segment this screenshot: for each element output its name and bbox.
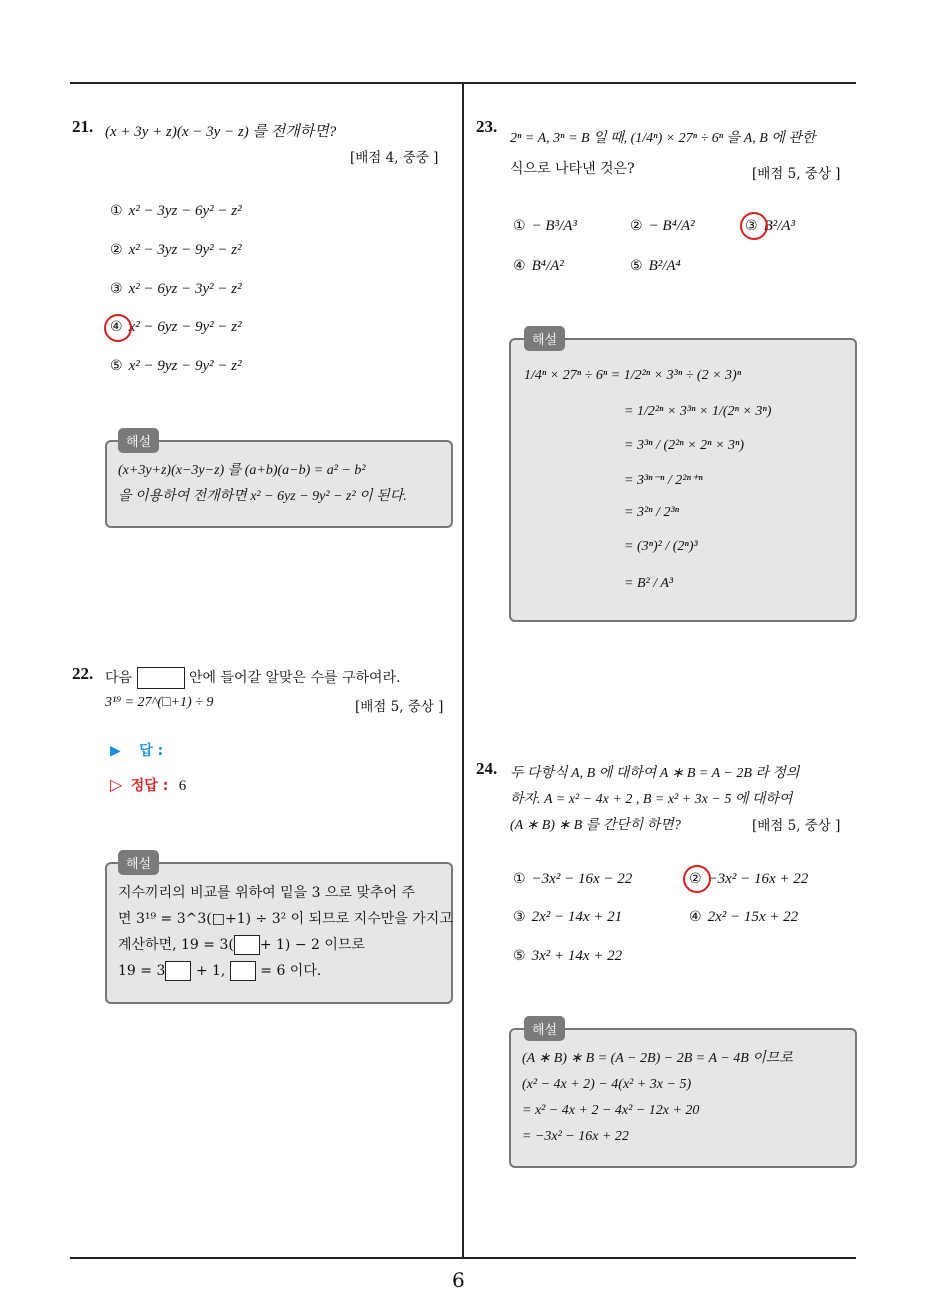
choice-number: ④ (513, 258, 526, 274)
question-text (105, 667, 401, 689)
choice-2[interactable] (630, 218, 695, 235)
triangle-outline-icon: ▷ (110, 775, 123, 794)
explanation-line-1: 지수끼리의 비교를 위하여 밑을 3 으로 맞추어 주 (118, 885, 416, 901)
explanation-text: 19 = 3 (118, 963, 166, 979)
explanation-line-1: (A ∗ B) ∗ B = (A − 2B) − 2B = A − 4B 이므로 (522, 1051, 793, 1066)
explanation-tag: 해설 (524, 1016, 565, 1041)
choice-text: B⁴/A² (531, 258, 564, 274)
play-icon: ▶ (110, 743, 121, 759)
choice-number: ② (689, 871, 702, 887)
choice-text: 2x² − 15x + 22 (707, 909, 799, 925)
choice-number: ① (513, 218, 526, 234)
question-text-line-1: 2ⁿ = A, 3ⁿ = B 일 때, (1/4ⁿ) × 27ⁿ ÷ 6ⁿ 을 A, B 에 관한 (510, 131, 816, 146)
choice-text: B²/A⁴ (648, 258, 681, 274)
question-number: 21. (72, 117, 94, 136)
explanation-text: = 6 이다. (260, 963, 322, 979)
choice-text: 3x² + 14x + 22 (531, 948, 623, 964)
points-label: [배점 4, 중중 ] (350, 150, 439, 166)
choice-text: x² − 3yz − 9y² − z² (128, 242, 242, 258)
explanation-line-3: = 3³ⁿ / (2²ⁿ × 2ⁿ × 3ⁿ) (624, 438, 745, 453)
explanation-line-2: 을 이용하여 전개하면 x² − 6yz − 9y² − z² 이 된다. (118, 489, 407, 504)
points-label: [배점 5, 중상 ] (752, 166, 841, 182)
question-equation: 3¹⁹ = 27^(□+1) ÷ 9 (105, 695, 214, 710)
question-text-line-1: 두 다항식 A, B 에 대하여 A ∗ B = A − 2B 라 정의 (510, 766, 800, 781)
correct-label: 정답 : (130, 778, 169, 794)
choice-text: x² − 9yz − 9y² − z² (128, 358, 242, 374)
column-divider (462, 82, 464, 1258)
answer-mark-circle (104, 314, 132, 342)
choice-5[interactable] (513, 948, 622, 965)
explanation-tag: 해설 (118, 850, 159, 875)
explanation-tag: 해설 (524, 326, 565, 351)
blank-box (230, 961, 256, 981)
explanation-line-2: 면 3¹⁹ = 3^3(□+1) ÷ 3² 이 되므로 지수만을 가지고 (118, 911, 453, 927)
answer-label: 답 : (139, 743, 164, 759)
explanation-line-3: = x² − 4x + 2 − 4x² − 12x + 20 (522, 1103, 700, 1118)
explanation-line-1: 1/4ⁿ × 27ⁿ ÷ 6ⁿ = 1/2²ⁿ × 3³ⁿ ÷ (2 × 3)ⁿ (524, 368, 742, 383)
choice-text: x² − 3yz − 6y² − z² (128, 203, 242, 219)
explanation-line-4: = 3³ⁿ⁻ⁿ / 2²ⁿ⁺ⁿ (624, 473, 703, 488)
question-text-post: 안에 들어갈 알맞은 수를 구하여라. (188, 670, 401, 686)
choice-text: x² − 6yz − 9y² − z² (128, 319, 242, 335)
correct-value: 6 (178, 778, 187, 794)
choice-text: B²/A³ (763, 218, 796, 234)
choice-number: ② (110, 242, 123, 258)
choice-5[interactable] (630, 258, 681, 275)
explanation-line-2: = 1/2²ⁿ × 3³ⁿ × 1/(2ⁿ × 3ⁿ) (624, 404, 772, 419)
choice-number: ⑤ (630, 258, 643, 274)
explanation-line-7: = B² / A³ (624, 576, 674, 591)
points-label: [배점 5, 중상 ] (355, 699, 444, 715)
choice-number: ① (513, 871, 526, 887)
choice-number: ③ (745, 218, 758, 234)
choice-text: − B⁴/A² (648, 218, 695, 234)
choice-number: ④ (689, 909, 702, 925)
choice-4[interactable] (689, 909, 798, 926)
question-number: 22. (72, 664, 94, 683)
choice-number: ① (110, 203, 123, 219)
choice-5[interactable] (110, 358, 242, 375)
explanation-line-4: = −3x² − 16x + 22 (522, 1129, 629, 1144)
blank-box (165, 961, 191, 981)
explanation-line-6: = (3ⁿ)² / (2ⁿ)³ (624, 539, 698, 554)
page-number: 6 (452, 1268, 465, 1292)
choice-text: 2x² − 14x + 21 (531, 909, 623, 925)
question-number: 24. (476, 759, 498, 778)
choice-number: ⑤ (513, 948, 526, 964)
correct-answer-row (110, 775, 186, 795)
answer-row[interactable] (110, 740, 163, 760)
question-text-pre: 다음 (105, 670, 133, 686)
question-text: (x + 3y + z)(x − 3y − z) 를 전개하면? (105, 124, 337, 140)
explanation-text: + 1) − 2 이므로 (259, 937, 365, 953)
explanation-line-3 (118, 932, 365, 958)
blank-box (234, 935, 260, 955)
question-text-line-3: (A ∗ B) ∗ B 를 간단히 하면? (510, 818, 681, 833)
choice-number: ⑤ (110, 358, 123, 374)
choice-number: ④ (110, 319, 123, 335)
explanation-text: + 1, (195, 963, 226, 979)
choice-number: ③ (513, 909, 526, 925)
choice-3[interactable] (513, 909, 622, 926)
choice-4[interactable] (513, 258, 564, 275)
blank-box (137, 667, 185, 689)
explanation-line-1: (x+3y+z)(x−3y−z) 를 (a+b)(a−b) = a² − b² (118, 463, 366, 478)
choice-1[interactable] (513, 871, 632, 888)
points-label: [배점 5, 중상 ] (752, 818, 841, 834)
choice-text: −3x² − 16x − 22 (531, 871, 633, 887)
choice-text: − B³/A³ (531, 218, 577, 234)
choice-text: −3x² − 16x + 22 (707, 871, 809, 887)
explanation-text: 계산하면, 19 = 3( (118, 937, 234, 953)
answer-mark-circle (683, 865, 711, 893)
choice-number: ③ (110, 281, 123, 297)
question-text-line-2: 하자. A = x² − 4x + 2 , B = x² + 3x − 5 에 대하여 (510, 792, 793, 807)
choice-1[interactable] (513, 218, 577, 235)
answer-mark-circle (740, 212, 768, 240)
choice-number: ② (630, 218, 643, 234)
explanation-line-5: = 3²ⁿ / 2³ⁿ (624, 505, 680, 520)
choice-1[interactable] (110, 203, 242, 220)
question-text-line-2: 식으로 나타낸 것은? (510, 161, 635, 177)
explanation-line-4 (118, 958, 321, 984)
bottom-rule (70, 1257, 856, 1259)
explanation-line-2: (x² − 4x + 2) − 4(x² + 3x − 5) (522, 1077, 692, 1092)
choice-3[interactable] (110, 281, 242, 298)
choice-2[interactable] (110, 242, 242, 259)
explanation-tag: 해설 (118, 428, 159, 453)
question-number: 23. (476, 117, 498, 136)
choice-text: x² − 6yz − 3y² − z² (128, 281, 242, 297)
